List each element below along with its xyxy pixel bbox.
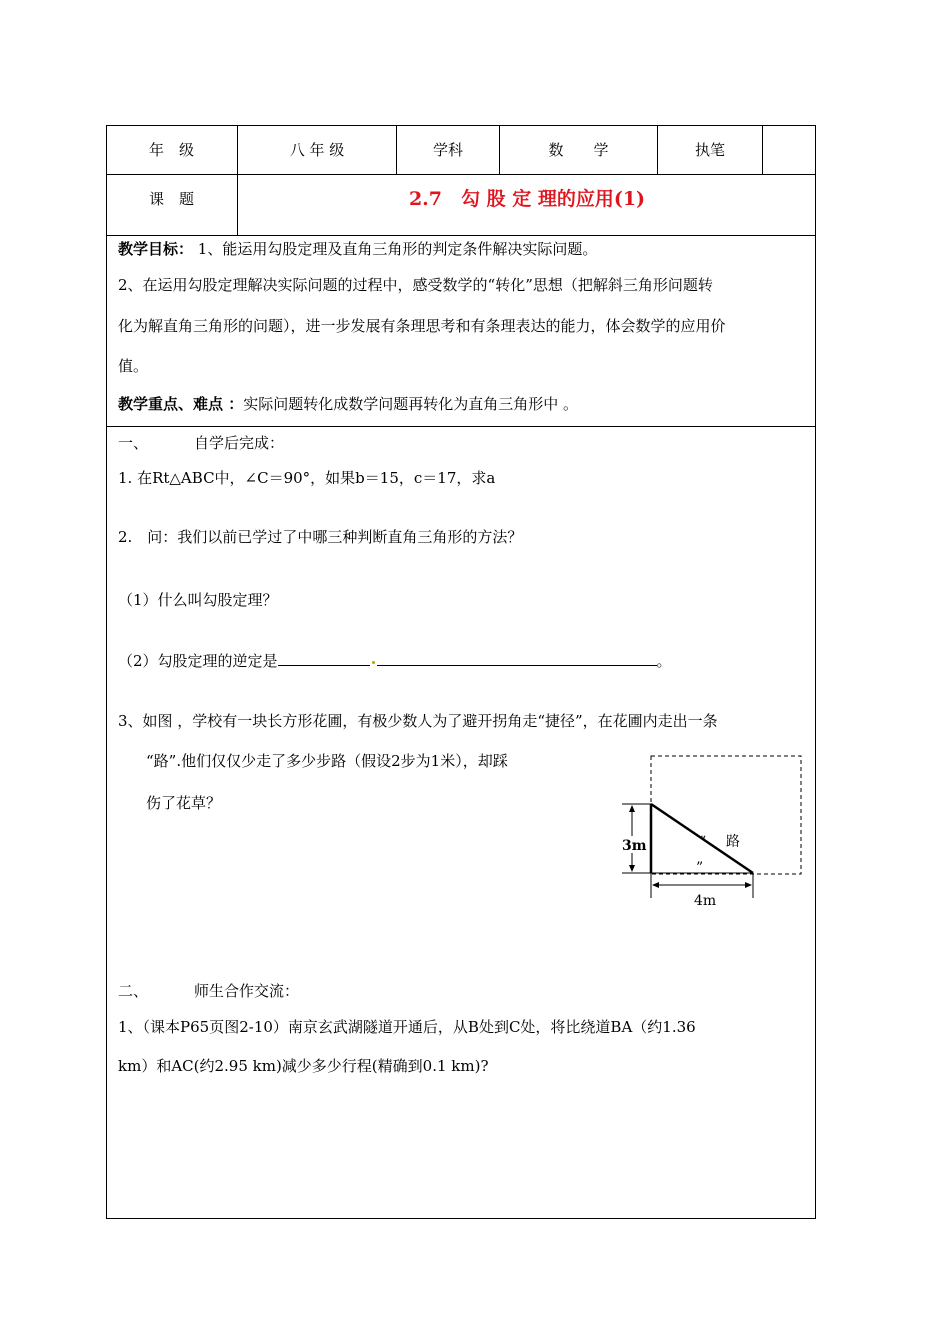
section2-question-1-line-1: 1、（课本P65页图2-10）南京玄武湖隧道开通后，从B处到C处，将比绕道BA（约1.36	[118, 1018, 696, 1036]
question-3-line-3: 伤了花草？	[146, 794, 222, 812]
topic-label: 课 题	[148, 190, 194, 208]
label-4m: 4m	[694, 893, 717, 909]
path-label: 路	[726, 834, 740, 850]
grade-label: 年 级	[148, 141, 194, 159]
arrow-head	[629, 805, 635, 812]
key-points-line	[118, 393, 578, 415]
question-3-line-1: 3、如图 ，学校有一块长方形花圃，有极少数人为了避开拐角走“捷径”，在花圃内走出一条	[118, 712, 718, 730]
row-divider	[106, 174, 816, 175]
garden-figure	[610, 748, 850, 918]
answer-blank[interactable]	[278, 651, 370, 666]
path-label-close-quote: ”	[696, 860, 704, 876]
section1-number: 一、	[118, 434, 149, 452]
key-points-text: 实际问题转化成数学问题再转化为直角三角形中 。	[243, 395, 579, 413]
subject-label: 学科	[432, 141, 463, 159]
objectives-label: 教学目标：	[118, 240, 194, 258]
arrow-head	[629, 865, 635, 872]
objective-2-line-3: 值。	[118, 357, 149, 375]
section1-title: 自学后完成：	[194, 434, 285, 452]
objectives-line-1	[118, 238, 597, 260]
question-2-2	[118, 650, 672, 672]
section2-number: 二、	[118, 982, 149, 1000]
subject-value: 数 学	[548, 141, 609, 159]
question-2-2-end: 。	[656, 652, 672, 670]
section2-question-1-line-2: km）和AC(约2.95 km)减少多少行程(精确到0.1 km)?	[118, 1057, 489, 1075]
marker-dot	[372, 661, 375, 664]
question-2-2-text: （2）勾股定理的逆定是	[118, 652, 278, 670]
row-divider	[106, 426, 816, 427]
question-2-1: （1）什么叫勾股定理？	[118, 591, 278, 609]
row-divider	[106, 235, 816, 236]
arrow-head	[745, 882, 752, 888]
arrow-head	[652, 882, 659, 888]
objective-2-line-1: 2、在运用勾股定理解决实际问题的过程中，感受数学的“转化”思想（把解斜三角形问题转	[118, 276, 713, 294]
objective-2-line-2: 化为解直角三角形的问题），进一步发展有条理思考和有条理表达的能力，体会数学的应用价	[118, 317, 726, 335]
garden-rectangle	[651, 756, 801, 874]
section2-title: 师生合作交流：	[194, 982, 300, 1000]
key-points-label: 教学重点、难点 ：	[118, 395, 244, 413]
path-label-open-quote: “	[699, 834, 707, 850]
objective-1: 1、能运用勾股定理及直角三角形的判定条件解决实际问题。	[193, 240, 598, 258]
answer-blank[interactable]	[377, 651, 657, 666]
section2-heading	[118, 980, 299, 1002]
label-3m: 3m	[622, 838, 647, 854]
question-1: 1. 在Rt△ABC中，∠C＝90°，如果b＝15，c＝17，求a	[118, 469, 496, 487]
author-label: 执笔	[694, 141, 725, 159]
column-divider	[762, 125, 763, 174]
page-title: 2.7 勾 股 定 理的应用(1)	[408, 188, 646, 210]
question-3-line-2: “路”.他们仅仅少走了多少步路（假设2步为1米），却踩	[146, 752, 508, 770]
grade-value: 八 年 级	[289, 141, 345, 159]
question-2: 2. 问：我们以前已学过了中哪三种判断直角三角形的方法？	[118, 528, 523, 546]
section1-heading	[118, 432, 284, 454]
